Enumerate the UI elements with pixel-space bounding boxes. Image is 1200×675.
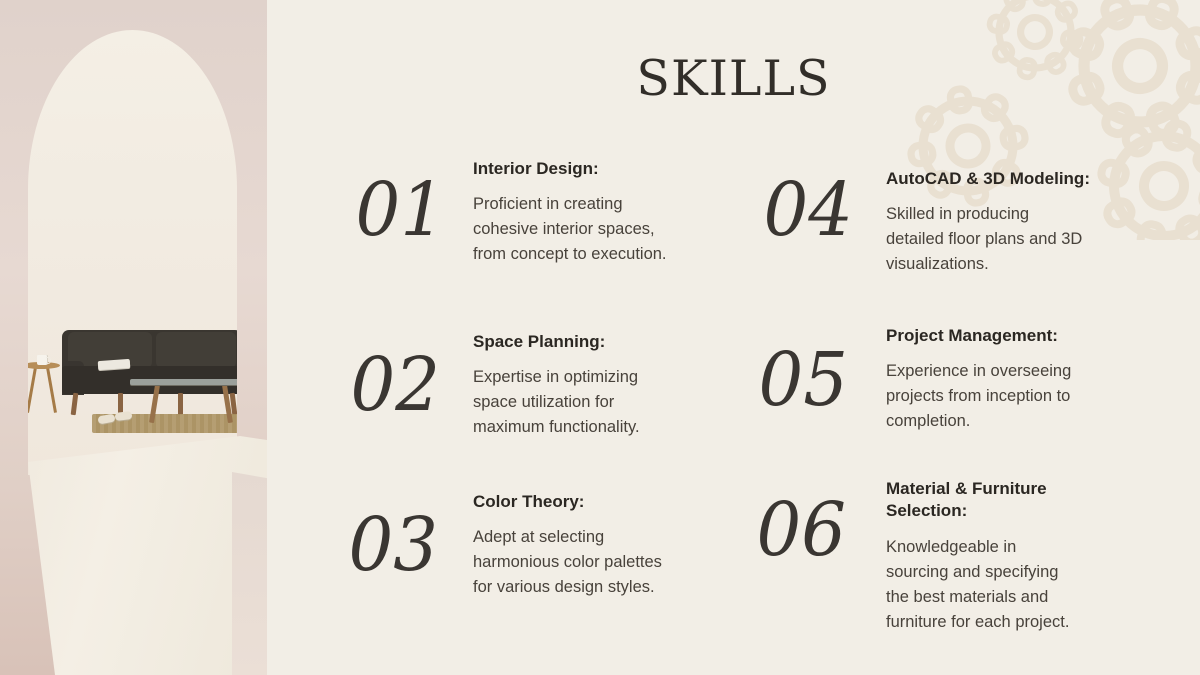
coffee-table [130, 379, 237, 385]
sofa-cushion [156, 332, 236, 368]
slide-title: SKILLS [636, 50, 831, 107]
skill-item-color-theory [473, 491, 725, 600]
wall-corner [232, 472, 267, 675]
skill-description: Skilled in producing detailed floor plans and 3D visualizations. [886, 205, 1083, 274]
skill-number-02: 02 [350, 342, 440, 428]
skill-item-autocad-3d-modeling [886, 168, 1138, 277]
skill-number-05: 05 [758, 337, 848, 423]
skill-description: Knowledgeable in sourcing and specifying the best materials and furniture for each project. [886, 537, 1070, 631]
sofa-leg [178, 393, 183, 415]
skill-title: Project Management: [886, 326, 1058, 345]
skill-item-project-management [886, 325, 1138, 434]
skill-number-01: 01 [355, 167, 445, 253]
interior-photo [0, 0, 267, 675]
skill-item-space-planning [473, 331, 725, 440]
side-table-leg [28, 367, 37, 413]
skill-title: AutoCAD & 3D Modeling: [886, 169, 1090, 188]
arch-alcove [28, 30, 237, 475]
skill-description: Proficient in creating cohesive interior spaces, from concept to execution. [473, 195, 667, 264]
mug [37, 355, 47, 365]
skill-title: Interior Design: [473, 159, 599, 178]
skill-description: Expertise in optimizing space utilization for maximum functionality. [473, 368, 640, 437]
skill-item-material-furniture-selection [886, 478, 1138, 635]
skill-title: Space Planning: [473, 332, 606, 351]
sofa-leg [71, 393, 79, 415]
skill-number-03: 03 [348, 502, 438, 588]
skill-number-06: 06 [756, 487, 846, 573]
skill-number-04: 04 [763, 167, 853, 253]
skill-title: Color Theory: [473, 492, 585, 511]
skill-item-interior-design [473, 158, 725, 267]
skill-description: Experience in overseeing projects from inception to completion. [886, 362, 1072, 431]
skill-title: Material & Furniture Selection: [886, 479, 1047, 521]
side-table-leg [46, 367, 57, 413]
skill-description: Adept at selecting harmonious color palettes for various design styles. [473, 528, 662, 597]
